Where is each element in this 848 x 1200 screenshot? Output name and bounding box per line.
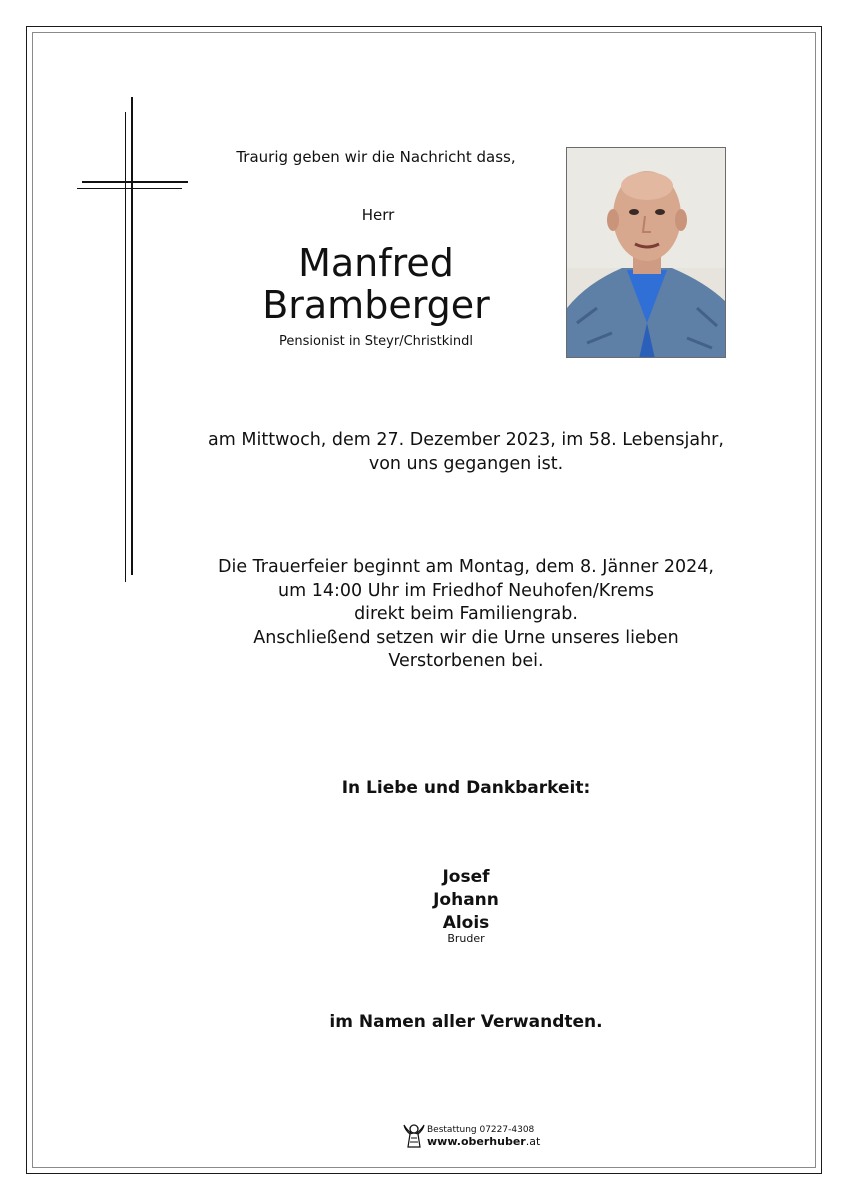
ceremony-line: Anschließend setzen wir die Urne unseres lieben xyxy=(253,627,679,648)
cross-vertical-bar xyxy=(131,97,133,575)
deceased-occupation: Pensionist in Steyr/Christkindl xyxy=(279,334,473,349)
ceremony-line: um 14:00 Uhr im Friedhof Neuhofen/Krems xyxy=(278,580,654,601)
mourner-name: Josef xyxy=(442,867,490,887)
closing-phrase: In Liebe und Dankbarkeit: xyxy=(341,778,591,798)
funeral-home-logo xyxy=(403,1122,553,1152)
angel-icon xyxy=(403,1122,425,1150)
mourner-names xyxy=(380,866,552,935)
website-domain: www.oberhuber xyxy=(427,1135,526,1148)
cross-horizontal-shadow-bar xyxy=(77,188,182,189)
website-tld: .at xyxy=(525,1135,541,1148)
death-passing-line: von uns gegangen ist. xyxy=(368,454,564,474)
funeral-home-phone: Bestattung 07227-4308 xyxy=(427,1125,535,1135)
mourner-name: Alois xyxy=(442,913,490,933)
death-date-line: am Mittwoch, dem 27. Dezember 2023, im 58. Lebensjahr, xyxy=(208,430,724,450)
ceremony-line: Verstorbenen bei. xyxy=(388,651,544,671)
ceremony-line: Die Trauerfeier beginnt am Montag, dem 8. Jänner 2024, xyxy=(217,557,714,577)
intro-text: Traurig geben wir die Nachricht dass, xyxy=(236,148,516,166)
mourner-name: Johann xyxy=(433,890,499,910)
funeral-home-website[interactable] xyxy=(427,1135,540,1148)
cross-horizontal-bar xyxy=(82,181,188,183)
portrait-photo xyxy=(566,147,726,358)
mourner-relation: Bruder xyxy=(447,932,485,945)
ceremony-line: direkt beim Familiengrab. xyxy=(354,604,578,624)
ceremony-details xyxy=(160,556,772,674)
deceased-last-name: Bramberger xyxy=(262,283,490,327)
signoff-text: im Namen aller Verwandten. xyxy=(329,1012,603,1032)
deceased-first-name: Manfred xyxy=(298,241,454,285)
salutation: Herr xyxy=(361,206,395,224)
